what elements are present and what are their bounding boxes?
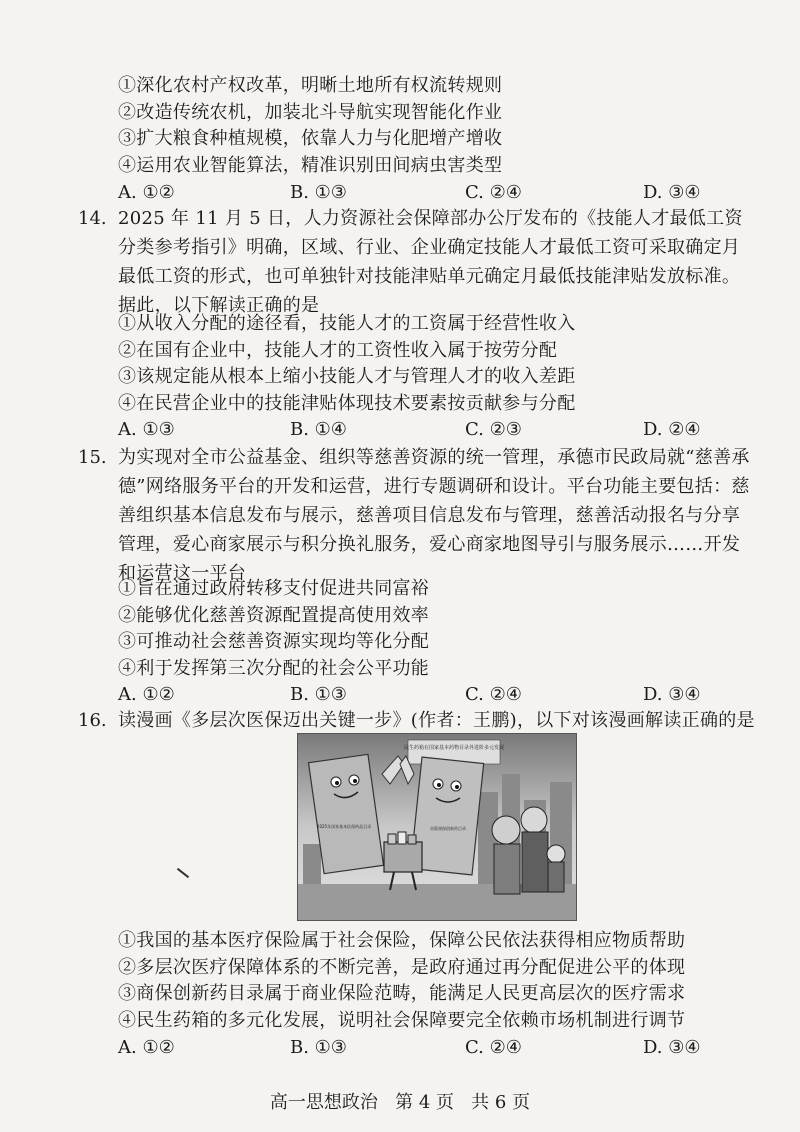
book-left-title: 2025年国家基本医保药品目录 (316, 824, 372, 829)
q14-option-b: B. ①④ (290, 419, 347, 440)
comic-drawing (298, 734, 576, 920)
q15-item-1: ①旨在通过政府转移支付促进共同富裕 (118, 578, 430, 599)
q15-option-d: D. ③④ (643, 684, 701, 705)
footer-subject: 高一思想政治 (269, 1092, 378, 1113)
q16-number: 16. (78, 710, 107, 731)
q14-option-d: D. ②④ (643, 419, 701, 440)
footer-page: 第 4 页 (395, 1092, 454, 1113)
q13-item-3: ③扩大粮食种植规模，依靠人力与化肥增产增收 (118, 128, 503, 149)
comic-banner-text: 民生药箱在国家基本药物目录外进阶多元发展 (403, 745, 505, 751)
q14-item-1: ①从收入分配的途径看，技能人才的工资属于经营性收入 (118, 313, 576, 334)
q16-stem: 读漫画《多层次医保迈出关键一步》(作者：王鹏)，以下对该漫画解读正确的是 (118, 710, 755, 731)
q15-number: 15. (78, 447, 107, 468)
q16-option-c: C. ②④ (465, 1037, 522, 1058)
q14-stem: 2025 年 11 月 5 日，人力资源社会保障部办公厅发布的《技能人才最低工资分类参考指引》明确，区域、行业、企业确定技能人才最低工资可采取确定月最低工资的形式，也可单独针对技能津贴单元确定月最低技能津贴发放标准。据此，以下解读正确的是 (118, 208, 743, 316)
q16-item-1: ①我国的基本医疗保险属于社会保险，保障公民依法获得相应物质帮助 (118, 930, 686, 951)
q14-item-4: ④在民营企业中的技能津贴体现技术要素按贡献参与分配 (118, 393, 576, 414)
q14-item-3: ③该规定能从根本上缩小技能人才与管理人才的收入差距 (118, 366, 576, 387)
q16-option-d: D. ③④ (643, 1037, 701, 1058)
q13-option-b: B. ①③ (290, 182, 347, 203)
q13-item-1: ①深化农村产权改革，明晰土地所有权流转规则 (118, 75, 503, 96)
q15-item-3: ③可推动社会慈善资源实现均等化分配 (118, 631, 430, 652)
footer-total: 共 6 页 (471, 1092, 531, 1113)
q15-option-b: B. ①③ (290, 684, 347, 705)
q14-option-a: A. ①③ (118, 419, 175, 440)
q14-option-c: C. ②③ (465, 419, 522, 440)
q14-number: 14. (78, 208, 107, 229)
q16-item-3: ③商保创新药目录属于商业保险范畴，能满足人民更高层次的医疗需求 (118, 983, 686, 1004)
q15-option-c: C. ②④ (465, 684, 522, 705)
q13-option-d: D. ③④ (643, 182, 701, 203)
q13-item-2: ②改造传统农机，加装北斗导航实现智能化作业 (118, 102, 503, 123)
q15-item-2: ②能够优化慈善资源配置提高使用效率 (118, 605, 430, 626)
q13-item-4: ④运用农业智能算法，精准识别田间病虫害类型 (118, 155, 503, 176)
q14-item-2: ②在国有企业中，技能人才的工资性收入属于按劳分配 (118, 340, 558, 361)
q15-option-a: A. ①② (118, 684, 175, 705)
comic-illustration (297, 733, 577, 921)
q16-option-b: B. ①③ (290, 1037, 347, 1058)
q15-stem: 为实现对全市公益基金、组织等慈善资源的统一管理，承德市民政局就“慈善承德”网络服务平台的开发和运营，进行专题调研和设计。平台功能主要包括：慈善组织基本信息发布与展示，慈善项目信息发布与管理，慈善活动报名与分享管理，爱心商家展示与积分换礼服务，爱心商家地图导引与服务展示……开发和运营这一平台 (118, 447, 750, 584)
q16-item-4: ④民生药箱的多元化发展，说明社会保障要完全依赖市场机制进行调节 (118, 1010, 686, 1031)
page-footer (0, 1090, 800, 1116)
q16-item-2: ②多层次医疗保障体系的不断完善，是政府通过再分配促进公平的体现 (118, 957, 686, 978)
q13-option-a: A. ①② (118, 182, 175, 203)
q15-item-4: ④利于发挥第三次分配的社会公平功能 (118, 658, 430, 679)
q13-option-c: C. ②④ (465, 182, 522, 203)
q16-option-a: A. ①② (118, 1037, 175, 1058)
book-right-title: 首版商保创新药目录 (430, 826, 466, 831)
pen-mark (177, 868, 189, 878)
